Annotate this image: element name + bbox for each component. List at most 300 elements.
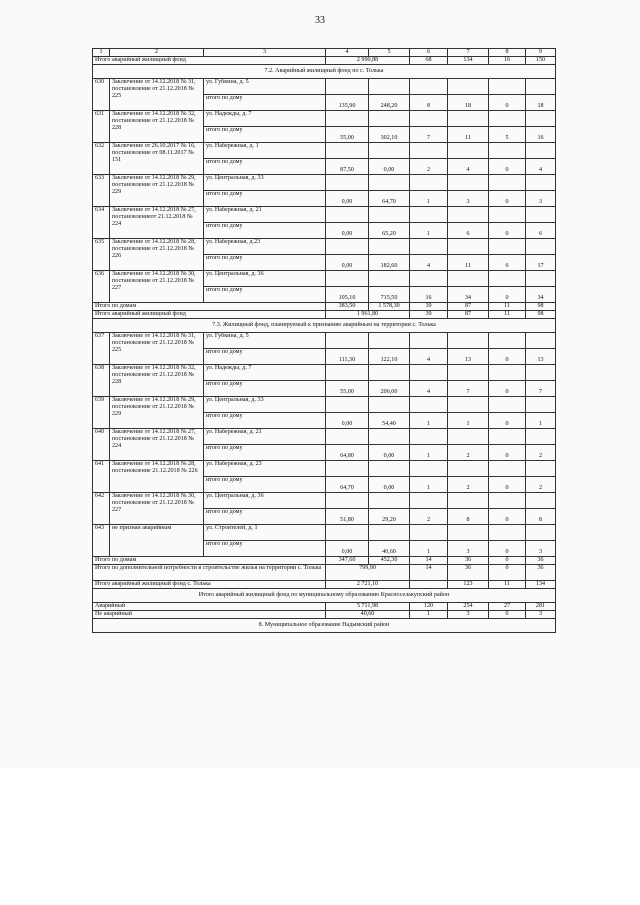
total-label: Итого аварийный жилищный фонд с. Толька <box>93 581 326 589</box>
house-value: 105,10 <box>326 287 369 303</box>
column-header: 4 <box>326 49 369 57</box>
total-value: 36 <box>526 565 556 581</box>
house-total-label: итого по дому <box>204 413 326 429</box>
house-value: 111,30 <box>326 349 369 365</box>
house-value: 0,00 <box>326 413 369 429</box>
empty-cell <box>448 397 489 413</box>
empty-cell <box>448 175 489 191</box>
house-value: 1 <box>526 413 556 429</box>
house-value: 715,50 <box>369 287 410 303</box>
total-value: 39 <box>410 311 448 319</box>
house-row <box>93 271 556 287</box>
house-value: 0 <box>489 445 526 461</box>
column-header: 5 <box>369 49 410 57</box>
document-reference: Заключение от 14.12.2018 № 28, постановление 21.12.2018 № 226 <box>110 461 204 493</box>
house-address: ул. Набережная, д. 23 <box>204 461 326 477</box>
house-value: 4 <box>410 349 448 365</box>
document-reference: Заключение от 14.12.2018 № 32, постановление от 21.12.2018 № 228 <box>110 365 204 397</box>
total-label: Итого аварийный жилищный фонд <box>93 57 326 65</box>
empty-cell <box>489 111 526 127</box>
total-value: 134 <box>448 57 489 65</box>
house-value: 0 <box>489 223 526 239</box>
total-area: 1 961,80 <box>326 311 410 319</box>
house-value: 18 <box>448 95 489 111</box>
total-value: 150 <box>526 57 556 65</box>
section-title-row <box>93 589 556 603</box>
total-row <box>93 57 556 65</box>
empty-cell <box>489 143 526 159</box>
house-value: 0 <box>489 287 526 303</box>
empty-cell <box>526 525 556 541</box>
house-value: 3 <box>526 541 556 557</box>
empty-cell <box>410 461 448 477</box>
section-title: 7.2. Аварийный жилищный фонд по с. Толька <box>93 65 556 79</box>
empty-cell <box>326 79 369 95</box>
document-reference: Заключение от 14.12.2018 № 27, постановление от 21.12.2018 № 224 <box>110 429 204 461</box>
row-number: 636 <box>93 271 110 303</box>
total-value: 383,50 <box>326 303 369 311</box>
section-title: 8. Муниципальное образование Надымский район <box>93 619 556 633</box>
empty-cell <box>369 333 410 349</box>
house-row <box>93 397 556 413</box>
house-row <box>93 239 556 255</box>
house-address: ул. Центральная, д. 36 <box>204 271 326 287</box>
empty-cell <box>489 397 526 413</box>
house-total-label: итого по дому <box>204 191 326 207</box>
house-value: 40,60 <box>369 541 410 557</box>
house-value: 7 <box>448 381 489 397</box>
row-number: 643 <box>93 525 110 557</box>
total-value: 3 <box>526 611 556 619</box>
total-value: 281 <box>526 603 556 611</box>
row-number: 635 <box>93 239 110 271</box>
empty-cell <box>489 461 526 477</box>
document-reference: Заключение от 14.12.2018 № 30, постановление от 21.12.2018 № 227 <box>110 271 204 303</box>
house-total-label: итого по дому <box>204 509 326 525</box>
total-value: 14 <box>410 557 448 565</box>
house-address: ул. Набережная, д. 21 <box>204 207 326 223</box>
empty-cell <box>448 493 489 509</box>
row-number: 630 <box>93 79 110 111</box>
total-value: 0 <box>489 557 526 565</box>
house-value: 0,00 <box>369 159 410 175</box>
total-label: Итого по домам <box>93 557 326 565</box>
empty-cell <box>526 79 556 95</box>
house-total-label: итого по дому <box>204 159 326 175</box>
total-value: 36 <box>448 565 489 581</box>
house-value: 0,00 <box>326 191 369 207</box>
empty-cell <box>489 175 526 191</box>
total-row <box>93 557 556 565</box>
house-value: 87,50 <box>326 159 369 175</box>
total-area: 2 990,88 <box>326 57 410 65</box>
row-number: 631 <box>93 111 110 143</box>
house-value: 64,80 <box>326 445 369 461</box>
house-value: 18 <box>526 95 556 111</box>
house-total-label: итого по дому <box>204 541 326 557</box>
empty-cell <box>410 365 448 381</box>
empty-cell <box>489 271 526 287</box>
empty-cell <box>369 143 410 159</box>
house-total-label: итого по дому <box>204 287 326 303</box>
house-row <box>93 207 556 223</box>
house-value: 1 <box>410 541 448 557</box>
total-value <box>410 581 448 589</box>
house-total-label: итого по дому <box>204 349 326 365</box>
house-row <box>93 461 556 477</box>
house-total-label: итого по дому <box>204 445 326 461</box>
empty-cell <box>369 461 410 477</box>
total-area: 5 711,98 <box>326 603 410 611</box>
empty-cell <box>326 365 369 381</box>
empty-cell <box>526 461 556 477</box>
house-value: 65,20 <box>369 223 410 239</box>
house-value: 5 <box>489 127 526 143</box>
house-value: 0 <box>489 509 526 525</box>
empty-cell <box>526 271 556 287</box>
house-row <box>93 175 556 191</box>
total-value: 120 <box>410 603 448 611</box>
document-reference: не признан аварийным <box>110 525 204 557</box>
empty-cell <box>448 365 489 381</box>
total-value: 98 <box>526 311 556 319</box>
total-value: 1 <box>410 611 448 619</box>
house-row <box>93 111 556 127</box>
empty-cell <box>489 493 526 509</box>
empty-cell <box>326 175 369 191</box>
total-value: 3 <box>448 611 489 619</box>
house-value: 0,00 <box>369 477 410 493</box>
empty-cell <box>369 175 410 191</box>
house-address: ул. Набережная, д. 1 <box>204 143 326 159</box>
total-value: 98 <box>526 303 556 311</box>
house-value: 11 <box>448 255 489 271</box>
empty-cell <box>489 239 526 255</box>
house-value: 2 <box>410 159 448 175</box>
column-header: 2 <box>110 49 204 57</box>
house-value: 0,00 <box>326 223 369 239</box>
house-value: 182,60 <box>369 255 410 271</box>
house-value: 2 <box>448 445 489 461</box>
house-total-label: итого по дому <box>204 223 326 239</box>
section-title-row <box>93 619 556 633</box>
house-value: 11 <box>448 127 489 143</box>
total-row <box>93 611 556 619</box>
house-address: ул. Набережная, д.23 <box>204 239 326 255</box>
house-value: 64,70 <box>326 477 369 493</box>
column-header: 9 <box>526 49 556 57</box>
total-value: 16 <box>489 57 526 65</box>
house-value: 34 <box>526 287 556 303</box>
empty-cell <box>489 429 526 445</box>
total-row <box>93 311 556 319</box>
total-value: 11 <box>489 311 526 319</box>
house-value: 4 <box>526 159 556 175</box>
total-value: 27 <box>489 603 526 611</box>
empty-cell <box>448 239 489 255</box>
page-margin <box>0 768 640 905</box>
house-address: ул. Набережная, д. 21 <box>204 429 326 445</box>
house-value: 6 <box>526 223 556 239</box>
house-value: 0 <box>489 477 526 493</box>
total-value: 1 578,30 <box>369 303 410 311</box>
house-value: 51,80 <box>326 509 369 525</box>
empty-cell <box>526 207 556 223</box>
empty-cell <box>410 271 448 287</box>
total-label: Итого аварийный жилищный фонд <box>93 311 326 319</box>
house-value: 7 <box>410 127 448 143</box>
section-title-row <box>93 65 556 79</box>
row-number: 634 <box>93 207 110 239</box>
document-reference: Заключение от 14.12.2018 № 32, постановление от 21.12.2018 № 228 <box>110 111 204 143</box>
empty-cell <box>489 79 526 95</box>
total-value: 36 <box>448 557 489 565</box>
total-value: 14 <box>410 565 448 581</box>
empty-cell <box>526 175 556 191</box>
house-value: 1 <box>410 445 448 461</box>
house-row <box>93 333 556 349</box>
row-number: 639 <box>93 397 110 429</box>
house-total-label: итого по дому <box>204 381 326 397</box>
empty-cell <box>410 397 448 413</box>
house-value: 122,10 <box>369 349 410 365</box>
house-total-label: итого по дому <box>204 255 326 271</box>
empty-cell <box>326 429 369 445</box>
empty-cell <box>326 239 369 255</box>
total-value: 123 <box>448 581 489 589</box>
total-value: 452,30 <box>369 557 410 565</box>
empty-cell <box>326 333 369 349</box>
house-total-label: итого по дому <box>204 95 326 111</box>
total-value: 87 <box>448 311 489 319</box>
house-value: 4 <box>410 381 448 397</box>
total-area: 40,60 <box>326 611 410 619</box>
total-area: 2 721,10 <box>326 581 410 589</box>
total-value: 11 <box>489 581 526 589</box>
house-value: 55,00 <box>326 381 369 397</box>
empty-cell <box>448 429 489 445</box>
municipal-title: Итого аварийный жилищный фонд по муниципальному образованию Красноселькупский район <box>93 589 556 603</box>
document-reference: Заключение от 14.12.2018 № 28, постановление от 21.12.2018 № 226 <box>110 239 204 271</box>
house-value: 0,00 <box>369 445 410 461</box>
empty-cell <box>369 79 410 95</box>
house-row <box>93 525 556 541</box>
column-header: 7 <box>448 49 489 57</box>
empty-cell <box>448 79 489 95</box>
empty-cell <box>326 397 369 413</box>
house-value: 1 <box>410 413 448 429</box>
house-value: 0,00 <box>326 255 369 271</box>
column-header: 6 <box>410 49 448 57</box>
house-value: 0,00 <box>326 541 369 557</box>
empty-cell <box>369 397 410 413</box>
total-area: 799,90 <box>326 565 410 581</box>
house-value: 55,00 <box>326 127 369 143</box>
house-total-label: итого по дому <box>204 477 326 493</box>
total-value: 68 <box>410 57 448 65</box>
empty-cell <box>526 239 556 255</box>
house-value: 0 <box>489 95 526 111</box>
house-value: 8 <box>410 95 448 111</box>
house-address: ул. Надежды, д. 7 <box>204 365 326 381</box>
empty-cell <box>489 333 526 349</box>
house-value: 2 <box>410 509 448 525</box>
total-value: 0 <box>489 611 526 619</box>
house-value: 1 <box>448 413 489 429</box>
house-value: 16 <box>410 287 448 303</box>
house-row <box>93 79 556 95</box>
house-value: 64,70 <box>369 191 410 207</box>
house-value: 0 <box>489 159 526 175</box>
house-value: 17 <box>526 255 556 271</box>
house-value: 2 <box>526 477 556 493</box>
empty-cell <box>448 333 489 349</box>
document-reference: Заключение от 14.12.2018 № 29, постановление от 21.12.2018 № 229 <box>110 175 204 207</box>
house-value: 16 <box>526 127 556 143</box>
empty-cell <box>410 175 448 191</box>
empty-cell <box>410 79 448 95</box>
document-reference: Заключение от 14.12.2018 № 30, постановление от 21.12.2018 № 227 <box>110 493 204 525</box>
empty-cell <box>369 493 410 509</box>
row-number: 641 <box>93 461 110 493</box>
house-address: ул. Строителей, д. 1 <box>204 525 326 541</box>
total-label: Итого по домам <box>93 303 326 311</box>
total-label: Не аварийный <box>93 611 326 619</box>
house-value: 0 <box>489 381 526 397</box>
total-value: 11 <box>489 303 526 311</box>
house-value: 0 <box>489 349 526 365</box>
house-value: 248,20 <box>369 95 410 111</box>
empty-cell <box>410 493 448 509</box>
empty-cell <box>526 397 556 413</box>
total-value: 134 <box>526 581 556 589</box>
house-value: 34 <box>448 287 489 303</box>
house-address: ул. Центральная, д. 36 <box>204 493 326 509</box>
empty-cell <box>526 333 556 349</box>
empty-cell <box>410 525 448 541</box>
total-row <box>93 581 556 589</box>
empty-cell <box>448 271 489 287</box>
total-row <box>93 565 556 581</box>
empty-cell <box>326 207 369 223</box>
document-reference: Заключение от 14.12.2018 № 29, постановление от 21.12.2018 № 229 <box>110 397 204 429</box>
house-row <box>93 365 556 381</box>
row-number: 638 <box>93 365 110 397</box>
row-number: 637 <box>93 333 110 365</box>
house-value: 3 <box>526 191 556 207</box>
empty-cell <box>369 525 410 541</box>
house-value: 4 <box>410 255 448 271</box>
empty-cell <box>448 525 489 541</box>
house-value: 0 <box>489 191 526 207</box>
house-value: 4 <box>448 159 489 175</box>
house-value: 8 <box>448 509 489 525</box>
house-value: 302,10 <box>369 127 410 143</box>
empty-cell <box>410 333 448 349</box>
house-address: ул. Центральная, д. 33 <box>204 397 326 413</box>
house-value: 2 <box>526 445 556 461</box>
house-value: 0 <box>489 541 526 557</box>
section-title-row <box>93 319 556 333</box>
house-value: 3 <box>448 541 489 557</box>
header-row <box>93 49 556 57</box>
page-number: 33 <box>315 15 325 26</box>
empty-cell <box>526 111 556 127</box>
house-address: ул. Надежды, д. 7 <box>204 111 326 127</box>
house-value: 7 <box>526 381 556 397</box>
house-value: 135,90 <box>326 95 369 111</box>
empty-cell <box>448 143 489 159</box>
empty-cell <box>369 111 410 127</box>
house-value: 29,20 <box>369 509 410 525</box>
document-reference: Заключение от 14.12.2018 № 27, постановлениеот 21.12.2018 № 224 <box>110 207 204 239</box>
empty-cell <box>326 271 369 287</box>
house-address: ул. Губкина, д. 5 <box>204 333 326 349</box>
housing-fund-table <box>92 48 556 633</box>
empty-cell <box>526 429 556 445</box>
empty-cell <box>369 207 410 223</box>
house-value: 6 <box>489 255 526 271</box>
house-total-label: итого по дому <box>204 127 326 143</box>
house-value: 13 <box>526 349 556 365</box>
empty-cell <box>489 365 526 381</box>
total-row <box>93 603 556 611</box>
empty-cell <box>448 207 489 223</box>
house-value: 1 <box>410 191 448 207</box>
total-value: 36 <box>526 557 556 565</box>
empty-cell <box>526 143 556 159</box>
empty-cell <box>326 111 369 127</box>
document-reference: Заключение от 14.12.2018 № 31, постановление от 21.12.2018 № 225 <box>110 79 204 111</box>
empty-cell <box>326 493 369 509</box>
total-value: 347,60 <box>326 557 369 565</box>
house-row <box>93 429 556 445</box>
house-row <box>93 493 556 509</box>
empty-cell <box>326 525 369 541</box>
house-address: ул. Центральная, д. 33 <box>204 175 326 191</box>
row-number: 632 <box>93 143 110 175</box>
empty-cell <box>448 111 489 127</box>
house-value: 1 <box>410 223 448 239</box>
house-row <box>93 143 556 159</box>
empty-cell <box>326 143 369 159</box>
column-header: 8 <box>489 49 526 57</box>
house-value: 3 <box>448 191 489 207</box>
empty-cell <box>448 461 489 477</box>
document-reference: Заключение от 26.10.2017 № 16, постановление от 08.11.2017 № 151 <box>110 143 204 175</box>
house-value: 1 <box>410 477 448 493</box>
house-value: 206,00 <box>369 381 410 397</box>
empty-cell <box>410 429 448 445</box>
house-value: 13 <box>448 349 489 365</box>
row-number: 633 <box>93 175 110 207</box>
empty-cell <box>369 365 410 381</box>
empty-cell <box>326 461 369 477</box>
empty-cell <box>410 143 448 159</box>
column-header: 1 <box>93 49 110 57</box>
total-value: 254 <box>448 603 489 611</box>
empty-cell <box>369 271 410 287</box>
empty-cell <box>526 365 556 381</box>
total-value: 39 <box>410 303 448 311</box>
total-label: Итого по дополнительной потребности в строительстве жилья на территории с. Толька <box>93 565 326 581</box>
total-label: Аварийный <box>93 603 326 611</box>
empty-cell <box>489 207 526 223</box>
empty-cell <box>410 207 448 223</box>
empty-cell <box>369 239 410 255</box>
house-value: 2 <box>448 477 489 493</box>
empty-cell <box>410 239 448 255</box>
